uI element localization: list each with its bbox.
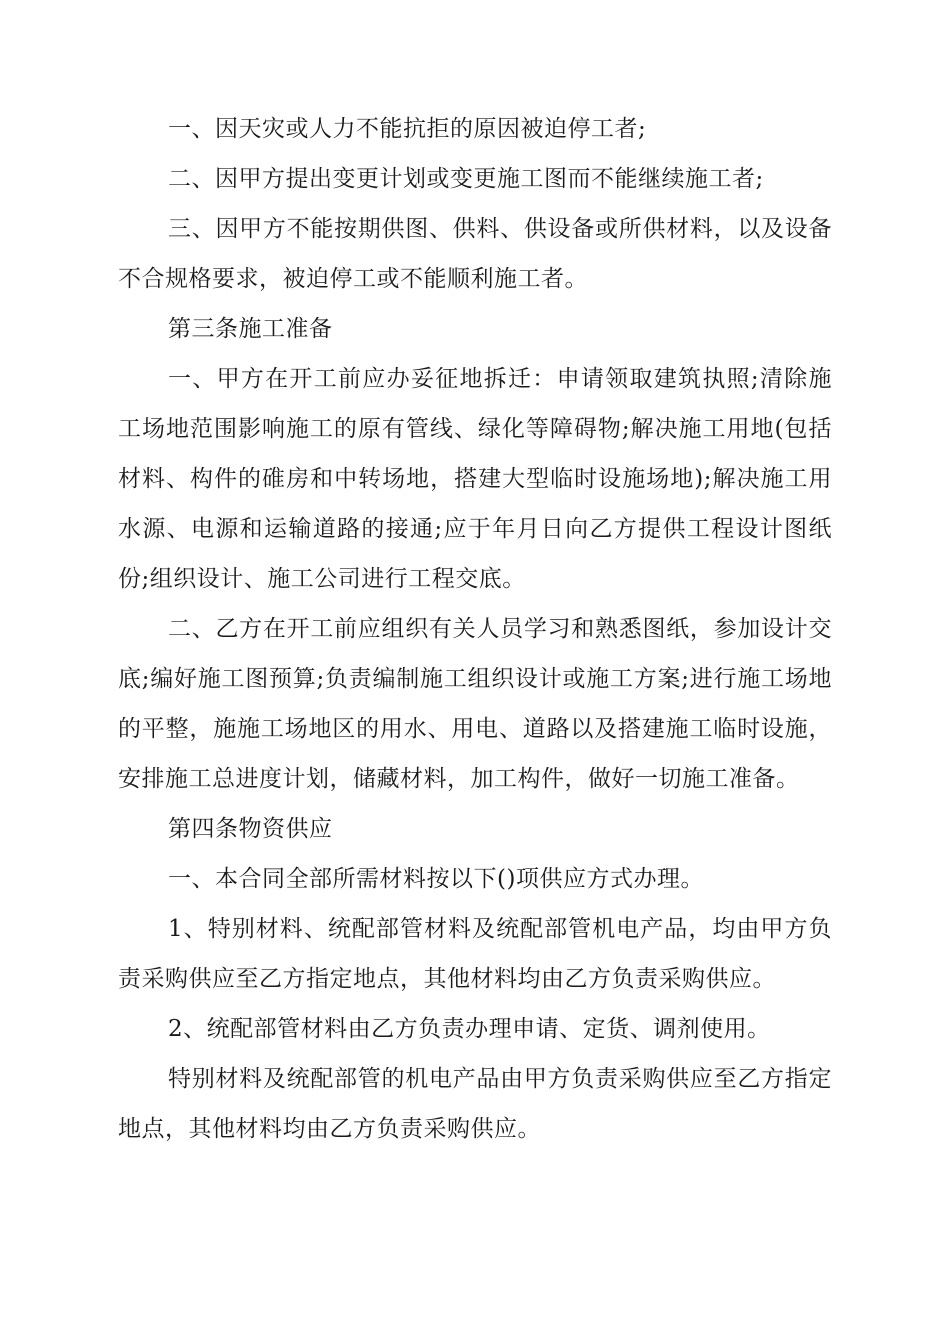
preparation-party-b: 二、乙方在开工前应组织有关人员学习和熟悉图纸，参加设计交底;编好施工图预算;负责编制施工组织设计或施工方案;进行施工场地的平整，施施工场地区的用水、用电、道路以及搭建施工临时设施，安排施工总进度计划，储藏材料，加工构件，做好一切施工准备。: [118, 616, 832, 792]
supply-method-3: 特别材料及统配部管的机电产品由甲方负责采购供应至乙方指定地点，其他材料均由乙方负责采购供应。: [118, 1066, 832, 1142]
clause-item-3: 三、因甲方不能按期供图、供料、供设备或所供材料，以及设备不合规格要求，被迫停工或不能顺利施工者。: [118, 216, 832, 292]
supply-method-2: 2、统配部管材料由乙方负责办理申请、定货、调剂使用。: [168, 1016, 771, 1042]
clause-item-1: 一、因天灾或人力不能抗拒的原因被迫停工者;: [168, 116, 647, 142]
document-body: [118, 104, 832, 1154]
supply-method-intro: 一、本合同全部所需材料按以下()项供应方式办理。: [168, 866, 704, 892]
article-heading-3: 第三条施工准备: [168, 316, 333, 342]
preparation-party-a: 一、甲方在开工前应办妥征地拆迁：申请领取建筑执照;清除施工场地范围影响施工的原有管线、绿化等障碍物;解决施工用地(包括材料、构件的碓房和中转场地，搭建大型临时设施场地);解决施工用水源、电源和运输道路的接通;应于年月日向乙方提供工程设计图纸份;组织设计、施工公司进行工程交底。: [118, 366, 832, 592]
article-heading-4: 第四条物资供应: [168, 816, 333, 842]
supply-method-1: 1、特别材料、统配部管材料及统配部管机电产品，均由甲方负责采购供应至乙方指定地点，其他材料均由乙方负责采购供应。: [118, 916, 832, 992]
clause-item-2: 二、因甲方提出变更计划或变更施工图而不能继续施工者;: [168, 166, 764, 192]
